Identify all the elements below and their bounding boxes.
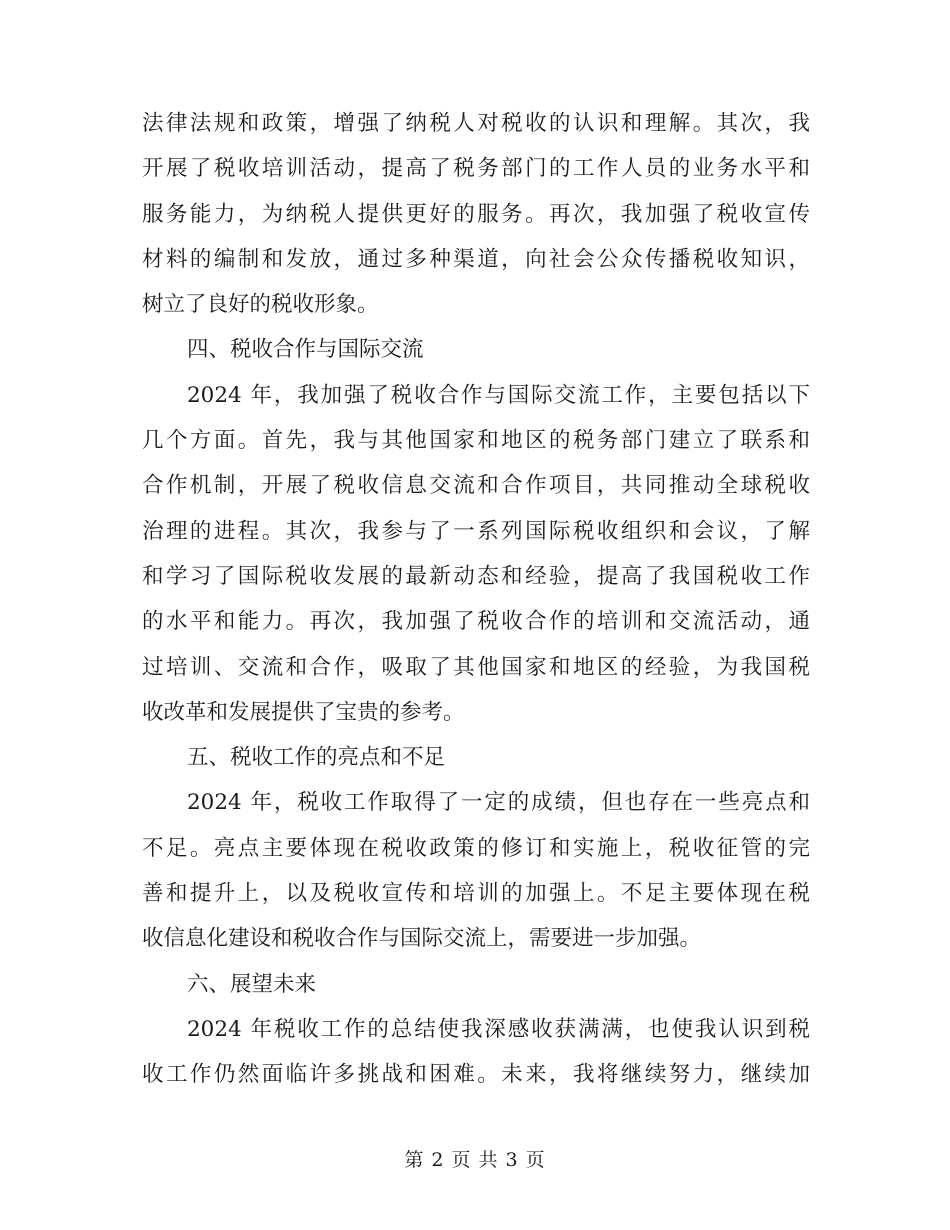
- page-number-label: 第 2 页 共 3 页: [404, 1149, 546, 1171]
- text-line: 树立了良好的税收形象。: [142, 292, 379, 318]
- text-line: 2024 年，税收工作取得了一定的成绩，但也存在一些亮点和: [187, 790, 810, 816]
- text-line: 和学习了国际税收发展的最新动态和经验，提高了我国税收工作: [142, 563, 810, 589]
- text-line: 几个方面。首先，我与其他国家和地区的税务部门建立了联系和: [142, 428, 810, 454]
- text-line: 六、展望未来: [187, 971, 317, 997]
- text-line: 收工作仍然面临许多挑战和困难。未来，我将继续努力，继续加: [142, 1062, 810, 1088]
- text-line: 法律法规和政策，增强了纳税人对税收的认识和理解。其次，我: [142, 111, 810, 136]
- text-line: 的水平和能力。再次，我加强了税收合作的培训和交流活动，通: [142, 609, 810, 635]
- text-line: 不足。亮点主要体现在税收政策的修订和实施上，税收征管的完: [142, 835, 810, 861]
- text-line: 2024 年税收工作的总结使我深感收获满满，也使我认识到税: [187, 1016, 810, 1042]
- text-line: 善和提升上，以及税收宣传和培训的加强上。不足主要体现在税: [142, 881, 810, 907]
- text-line: 材料的编制和发放，通过多种渠道，向社会公众传播税收知识，: [142, 246, 810, 272]
- text-line: 五、税收工作的亮点和不足: [187, 745, 446, 771]
- text-line: 服务能力，为纳税人提供更好的服务。再次，我加强了税收宣传: [142, 201, 810, 227]
- text-line: 治理的进程。其次，我参与了一系列国际税收组织和会议，了解: [142, 518, 810, 544]
- page-footer: [0, 1146, 950, 1174]
- text-line: 过培训、交流和合作，吸取了其他国家和地区的经验，为我国税: [142, 654, 810, 680]
- text-line: 收信息化建设和税收合作与国际交流上，需要进一步加强。: [142, 926, 702, 952]
- text-line: 收改革和发展提供了宝贵的参考。: [142, 699, 465, 725]
- text-line: 2024 年，我加强了税收合作与国际交流工作，主要包括以下: [187, 382, 810, 408]
- document-body: [142, 101, 810, 1098]
- text-line: 开展了税收培训活动，提高了税务部门的工作人员的业务水平和: [142, 156, 810, 182]
- text-line: 合作机制，开展了税收信息交流和合作项目，共同推动全球税收: [142, 473, 810, 499]
- text-line: 四、税收合作与国际交流: [187, 337, 424, 363]
